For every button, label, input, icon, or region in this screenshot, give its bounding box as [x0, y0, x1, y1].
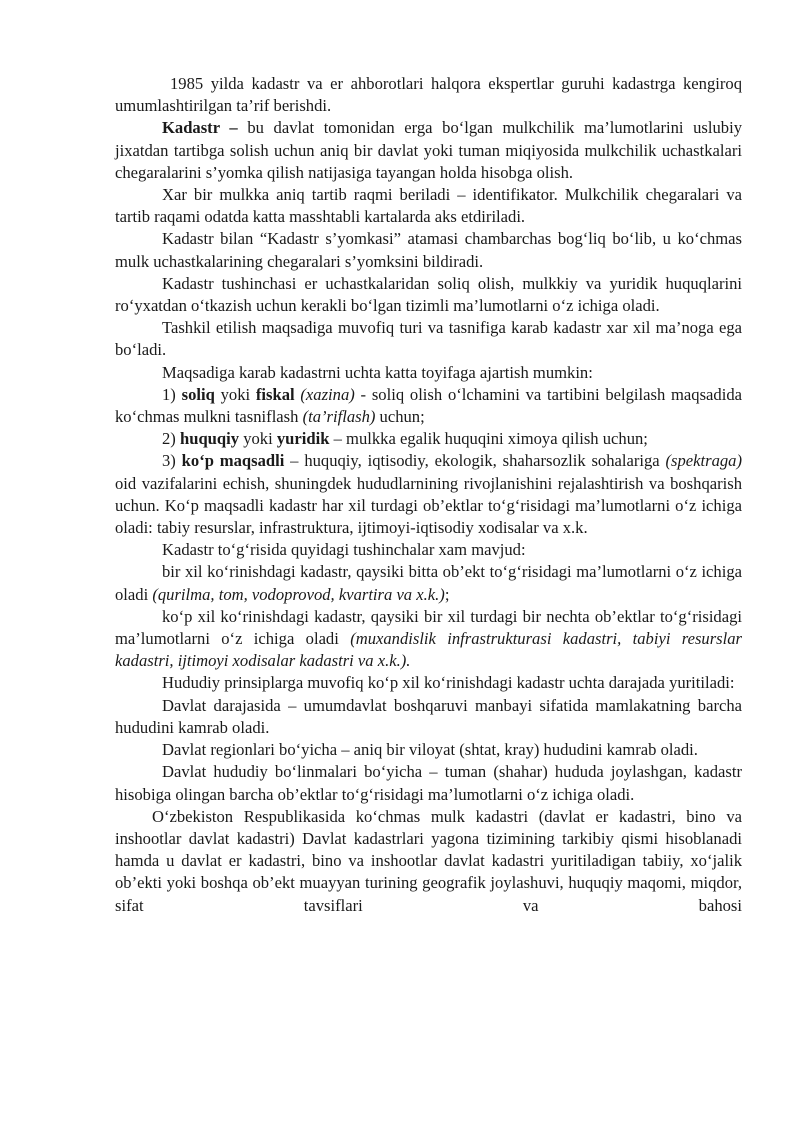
paragraph-15 [115, 695, 742, 739]
paragraph-10 [115, 450, 742, 539]
text-run: 1985 yilda kadastr va er ahborotlari halqora ekspertlar guruhi kadastrga kengiroq umumlashtirilgan ta’rif berishdi. [115, 74, 742, 116]
paragraph-11 [115, 539, 742, 561]
text-run: uchun; [375, 407, 425, 427]
paragraph-12 [115, 561, 742, 605]
bold-term: soliq [181, 384, 215, 404]
text-run: bu davlat tomonidan erga bo‘lgan mulkchilik ma’lumotlarini uslubiy jixatdan tartibga solish uchun aniq bir davlat yoki tuman miqiyosida mulkchilik uchastkalari chegaralarini s’yomka qilish natijasiga tayangan holda hisobga olish. [115, 118, 742, 182]
text-run: 3) [162, 451, 182, 471]
text-run: Hududiy prinsiplarga muvofiq ko‘p xil ko‘rinishdagi kadastr uchta darajada yuritiladi: [162, 673, 735, 693]
text-run: Maqsadiga karab kadastrni uchta katta toyifaga ajartish mumkin: [162, 362, 593, 382]
italic-note: (ta’riflash) [302, 407, 376, 427]
text-run: bir xil ko‘rinishdagi kadastr, qaysiki bitta ob’ekt to‘g‘risidagi ma’lumotlarni o‘z ichiga oladi [115, 562, 742, 604]
paragraph-6 [115, 317, 742, 361]
text-run: 1) [162, 384, 182, 404]
italic-note: (qurilma, tom, vodoprovod, kvartira va x.k.) [152, 584, 445, 604]
text-run: yoki [239, 429, 277, 449]
bold-term: ko‘p maqsadli [181, 451, 285, 471]
paragraph-14 [115, 672, 742, 694]
text-run: 2) [162, 429, 180, 449]
text-run: – huquqiy, iqtisodiy, ekologik, shaharsozlik sohalariga [284, 451, 666, 471]
text-run: - soliq olish o‘lchamini va tartibini belgilash maqsadida ko‘chmas mulkni tasniflash [115, 384, 742, 427]
paragraph-18 [115, 806, 742, 917]
italic-note: (xazina) [300, 384, 355, 404]
italic-note: (muxandislik infrastrukturasi kadastri, tabiyi resurslar kadastri, ijtimoyi xodisalar kadastri va x.k.). [115, 629, 742, 671]
text-run: Kadastr tushinchasi er uchastkalaridan soliq olish, mulkkiy va yuridik huquqlarini ro‘yxatdan o‘tkazish uchun kerakli bo‘lgan tizimli ma’lumotlarni o‘z ichiga oladi. [115, 273, 742, 316]
text-run: Kadastr to‘g‘risida quyidagi tushinchalar xam mavjud: [162, 540, 526, 560]
bold-term: huquqiy [179, 429, 240, 449]
text-run: Tashkil etilish maqsadiga muvofiq turi va tasnifiga karab kadastr xar xil ma’noga ega bo‘ladi. [115, 318, 742, 360]
text-run: ko‘p xil ko‘rinishdagi kadastr, qaysiki bir xil turdagi bir nechta ob’ektlar to‘g‘risidagi ma’lumotlarni o‘z ichiga oladi [115, 606, 742, 649]
text-run: O‘zbekiston Respublikasida ko‘chmas mulk kadastri (davlat er kadastri, bino va inshootlar davlat kadastri) Davlat kadastrlari yagona tizimining tarkibiy qismi hisoblanadi hamda u davlat er kadastri, bino va inshootlar davlat kadastri yuritiladigan tabiiy, xo‘jalik ob’ekti yoki boshqa ob’ekt muayyan turining geografik joylashuvi, huquqiy maqomi, miqdor, sifat tavsiflari va bahosi [115, 806, 742, 915]
paragraph-5 [115, 273, 742, 317]
bold-term: yuridik [276, 429, 330, 449]
paragraph-16 [115, 739, 742, 761]
bold-term: Kadastr – [162, 118, 238, 138]
text-run: Davlat darajasida – umumdavlat boshqaruvi manbayi sifatida mamlakatning barcha hududini kamrab oladi. [115, 695, 742, 737]
paragraph-4 [115, 228, 742, 272]
text-run: Kadastr bilan “Kadastr s’yomkasi” atamasi chambarchas bog‘liq bo‘lib, u ko‘chmas mulk uchastkalarining chegaralari s’yomksini bildiradi. [115, 229, 742, 271]
text-run: – mulkka egalik huquqini ximoya qilish uchun; [329, 429, 648, 449]
paragraph-7 [115, 362, 742, 384]
text-run: ; [444, 584, 450, 604]
paragraph-9 [115, 428, 742, 450]
text-run: yoki [214, 384, 256, 404]
text-run: Davlat hududiy bo‘linmalari bo‘yicha – tuman (shahar) hududa joylashgan, kadastr hisobiga olingan barcha ob’ektlar to‘g‘risidagi ma’lumotlarni o‘z ichiga oladi. [115, 762, 742, 804]
paragraph-3 [115, 184, 742, 228]
paragraph-13 [115, 606, 742, 673]
italic-note: (spektraga) [665, 451, 742, 471]
paragraph-8 [115, 384, 742, 428]
paragraph-17 [115, 761, 742, 805]
text-run: oid vazifalarini echish, shuningdek hududlarnining rivojlanishini rejalashtirish va boshqarish uchun. Ko‘p maqsadli kadastr har xil turdagi ob’ektlar to‘g‘risidagi ma’lumotlarni o‘z ichiga oladi: tabiy resurslar, infrastruktura, ijtimoyi-iqtisodiy xodisalar va x.k. [115, 473, 742, 538]
paragraph-1 [115, 73, 742, 117]
paragraph-2 [115, 117, 742, 184]
text-run: Xar bir mulkka aniq tartib raqmi beriladi – identifikator. Mulkchilik chegaralari va tartib raqami odatda katta masshtabli kartalarda aks etdiriladi. [115, 185, 742, 227]
bold-term: fiskal [255, 384, 295, 404]
text-run: Davlat regionlari bo‘yicha – aniq bir viloyat (shtat, kray) hududini kamrab oladi. [162, 740, 698, 760]
